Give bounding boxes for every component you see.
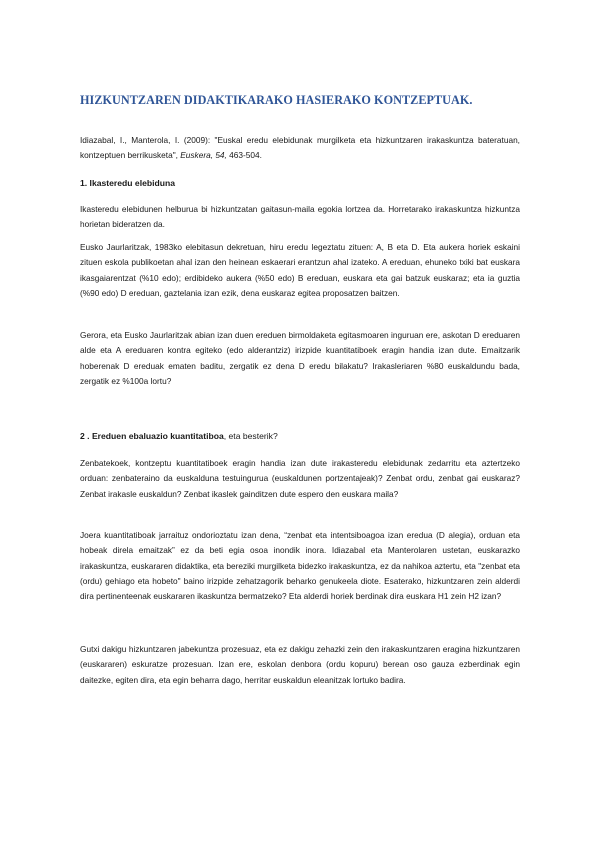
section-2-paragraph: Zenbatekoek, kontzeptu kuantitatiboek eragin handia izan dute irakasteredu elebidunak zedarritu eta aztertzeko orduan: zenbateraino da euskalduna testuingurua (euskaldunen portzentajeak)? Zenbat ordu, zenbat gai euskaraz? Zenbat irakasle euskaldun? Zenbat ikaslek gainditzen dute espero den euskara maila? <box>80 458 520 499</box>
section-2-paragraph: Gutxi dakigu hizkuntzaren jabekuntza prozesuaz, eta ez dakigu zehazki zein den irakaskuntzaren eragina hizkuntzaren (euskararen) eskuratze prozesuan. Izan ere, eskolan denbora (ordu kopuru) berean oso gauza ezberdinak egin daitezke, egiten dira, eta egin beharra dago, herritar euskaldun eleanitzak lortuko badira. <box>80 644 520 685</box>
section-1-paragraph: Eusko Jaurlaritzak, 1983ko elebitasun dekretuan, hiru eredu legeztatu zituen: A, B eta D. Eta aukera horiek eskaini zituen eskola publikoetan ahal izan den heinean eskaerari erantzun ahal izateko. A ereduan, ehuneko txiki bat euskara ikasgaiarentzat (%10 edo); erdibideko aukera (%50 edo) B ereduan, euskara eta gai batzuk euskaraz; eta ia guztia (%90 edo) D ereduan, gaztelania izan ezik, dena euskaraz egitea proposatzen baitzen. <box>80 242 520 298</box>
citation-pages: 463-504. <box>226 150 262 161</box>
section-1-heading: 1. Ikasteredu elebiduna <box>80 178 176 188</box>
section-2-heading-bold: 2 . Ereduen ebaluazio kuantitatiboa <box>80 431 224 441</box>
section-2-heading <box>80 429 520 444</box>
section-1-paragraph: Gerora, eta Eusko Jaurlaritzak abian izan duen ereduen birmoldaketa egitasmoaren inguruan ere, askotan D ereduaren alde eta A ereduaren kontra egiteko (edo alderantziz) irizpide kuantitatiboek eragin handia izan dute. Emaitzarik hoberenak D ereduak ematen baditu, zergatik ez dena D eredu bilakatu? Irakasleriaren %80 euskaldundu bada, zergatik ez %100a lortu? <box>80 330 520 386</box>
citation-journal: Euskera, 54, <box>180 150 227 161</box>
section-2-paragraph: Joera kuantitatiboak jarraituz ondorioztatu izan dena, “zenbat eta intentsiboagoa izan eredua (D alegia), orduan eta hobeak direla emaitzak” ez da beti egia osoa inondik inora. Idiazabal eta Manterolaren ustetan, euskarazko irakaskuntza, euskararen didaktika, eta bereziki murgilketa bidezko irakaskuntza, ez da nahikoa aztertu, eta "zenbat eta (ordu) gehiago eta hobeto" baino irizpide zehatzagorik beharko genukeela diote. Esaterako, hizkuntzaren zein alderdi dira pertinenteenak euskararen ikaskuntza bermatzeko? Eta alderdi horiek berdinak dira euskara H1 zein H2 izan? <box>80 530 520 602</box>
page-title: HIZKUNTZAREN DIDAKTIKARAKO HASIERAKO KONTZEPTUAK. <box>80 93 473 107</box>
citation-text: Idiazabal, I., Manterola, I. (2009): "Euskal eredu elebidunak murgilketa eta hizkuntzaren irakaskuntza bateratuan, kontzeptuen berrikusketa", <box>80 135 520 161</box>
section-1-paragraph: Ikasteredu elebidunen helburua bi hizkuntzatan gaitasun-maila egokia lortzea da. Horretarako irakaskuntza hizkuntza horietan bideratzen da. <box>80 204 520 230</box>
citation <box>80 133 520 164</box>
section-2-heading-rest: , eta besterik? <box>223 431 278 441</box>
